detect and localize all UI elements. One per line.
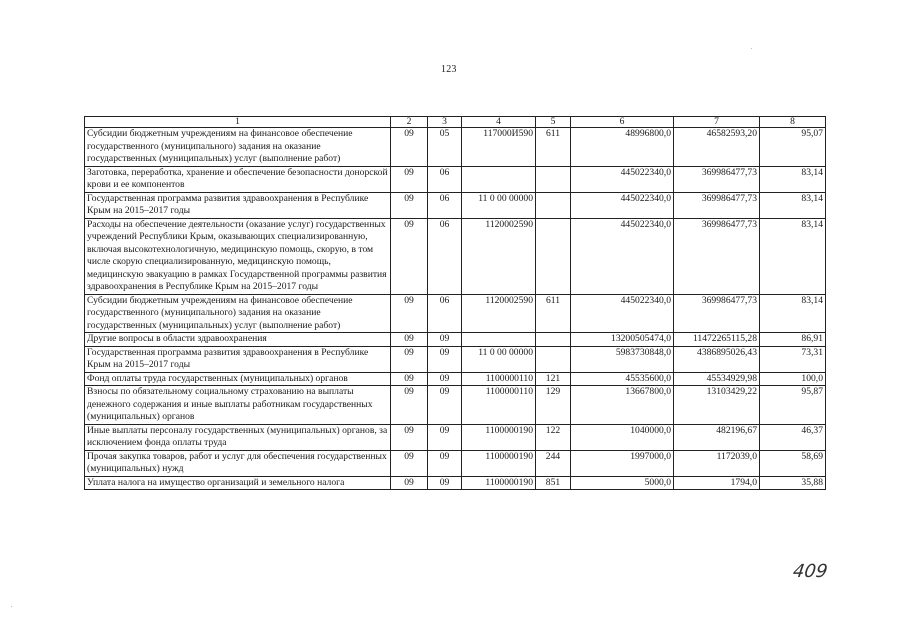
subsection-code: 09: [428, 386, 462, 425]
execution-percent: 100,0: [760, 372, 826, 386]
expense-type-code: 611: [536, 294, 571, 333]
expense-type-code: 122: [536, 424, 571, 450]
planned-amount: 445022340,0: [571, 166, 674, 192]
header-row: [85, 117, 826, 128]
execution-percent: 58,69: [760, 450, 826, 476]
planned-amount: 5983730848,0: [571, 346, 674, 372]
row-name: Иные выплаты персоналу государственных (муниципальных) органов, за исключением фонда оплаты труда: [85, 424, 391, 450]
execution-percent: 35,88: [760, 476, 826, 490]
planned-amount: 445022340,0: [571, 218, 674, 294]
subsection-code: 09: [428, 424, 462, 450]
row-name: Государственная программа развития здравоохранения в Республике Крым на 2015–2017 годы: [85, 192, 391, 218]
executed-amount: 11472265115,28: [674, 333, 760, 347]
row-name: Субсидии бюджетным учреждениям на финансовое обеспечение государственного (муниципального) задания на оказание государственных (муниципальных) услуг (выполнение работ): [85, 128, 391, 167]
section-code: 09: [391, 333, 428, 347]
row-name: Субсидии бюджетным учреждениям на финансовое обеспечение государственного (муниципального) задания на оказание государственных (муниципальных) услуг (выполнение работ): [85, 294, 391, 333]
section-code: 09: [391, 166, 428, 192]
planned-amount: 13667800,0: [571, 386, 674, 425]
expense-type-code: 129: [536, 386, 571, 425]
target-article-code: 1100000110: [462, 386, 536, 425]
planned-amount: 1997000,0: [571, 450, 674, 476]
header-cell-4: 4: [462, 117, 536, 128]
row-name: Другие вопросы в области здравоохранения: [85, 333, 391, 347]
expense-type-code: [536, 346, 571, 372]
section-code: 09: [391, 450, 428, 476]
executed-amount: 4386895026,43: [674, 346, 760, 372]
execution-percent: 95,07: [760, 128, 826, 167]
header-cell-1: 1: [85, 117, 391, 128]
expense-type-code: 851: [536, 476, 571, 490]
executed-amount: 369986477,73: [674, 192, 760, 218]
planned-amount: 1040000,0: [571, 424, 674, 450]
execution-percent: 73,31: [760, 346, 826, 372]
subsection-code: 09: [428, 450, 462, 476]
target-article-code: 1120002590: [462, 218, 536, 294]
section-code: 09: [391, 128, 428, 167]
subsection-code: 09: [428, 333, 462, 347]
header-cell-5: 5: [536, 117, 571, 128]
expense-type-code: [536, 218, 571, 294]
table-row: [85, 128, 826, 167]
target-article-code: 117000И590: [462, 128, 536, 167]
subsection-code: 09: [428, 476, 462, 490]
header-cell-8: 8: [760, 117, 826, 128]
expense-type-code: [536, 192, 571, 218]
row-name: Государственная программа развития здравоохранения в Республике Крым на 2015–2017 годы: [85, 346, 391, 372]
executed-amount: 369986477,73: [674, 218, 760, 294]
subsection-code: 09: [428, 372, 462, 386]
execution-percent: 83,14: [760, 294, 826, 333]
section-code: 09: [391, 346, 428, 372]
planned-amount: 5000,0: [571, 476, 674, 490]
table-row: [85, 294, 826, 333]
target-article-code: 11 0 00 00000: [462, 192, 536, 218]
target-article-code: 1100000110: [462, 372, 536, 386]
target-article-code: 1100000190: [462, 476, 536, 490]
planned-amount: 13200505474,0: [571, 333, 674, 347]
planned-amount: 45535600,0: [571, 372, 674, 386]
expense-type-code: [536, 166, 571, 192]
executed-amount: 369986477,73: [674, 294, 760, 333]
budget-table: [84, 116, 826, 490]
subsection-code: 05: [428, 128, 462, 167]
execution-percent: 86,91: [760, 333, 826, 347]
table-row: [85, 476, 826, 490]
header-cell-3: 3: [428, 117, 462, 128]
target-article-code: 1100000190: [462, 450, 536, 476]
target-article-code: [462, 166, 536, 192]
subsection-code: 06: [428, 192, 462, 218]
executed-amount: 45534929,98: [674, 372, 760, 386]
executed-amount: 369986477,73: [674, 166, 760, 192]
header-cell-6: 6: [571, 117, 674, 128]
expense-type-code: 121: [536, 372, 571, 386]
table-row: [85, 166, 826, 192]
execution-percent: 83,14: [760, 218, 826, 294]
section-code: 09: [391, 476, 428, 490]
row-name: Расходы на обеспечение деятельности (оказание услуг) государственных учреждений Республики Крым, оказывающих специализированную, включая высокотехнологичную, медицинскую помощь, скорую, в том числе скорую специализированную, медицинскую помощь, медицинскую эвакуацию в рамках Государственной программы развития здравоохранения в Республике Крым на 2015–2017 годы: [85, 218, 391, 294]
execution-percent: 46,37: [760, 424, 826, 450]
planned-amount: 445022340,0: [571, 192, 674, 218]
section-code: 09: [391, 424, 428, 450]
page-number: 123: [441, 64, 457, 75]
scan-speck: [751, 48, 752, 49]
row-name: Заготовка, переработка, хранение и обеспечение безопасности донорской крови и ее компонентов: [85, 166, 391, 192]
table-row: [85, 192, 826, 218]
row-name: Фонд оплаты труда государственных (муниципальных) органов: [85, 372, 391, 386]
row-name: Уплата налога на имущество организаций и земельного налога: [85, 476, 391, 490]
table-row: [85, 346, 826, 372]
subsection-code: 06: [428, 218, 462, 294]
header-cell-2: 2: [391, 117, 428, 128]
executed-amount: 482196,67: [674, 424, 760, 450]
section-code: 09: [391, 218, 428, 294]
table-row: [85, 386, 826, 425]
section-code: 09: [391, 386, 428, 425]
execution-percent: 83,14: [760, 192, 826, 218]
target-article-code: 1120002590: [462, 294, 536, 333]
subsection-code: 06: [428, 294, 462, 333]
section-code: 09: [391, 294, 428, 333]
table-row: [85, 218, 826, 294]
executed-amount: 13103429,22: [674, 386, 760, 425]
planned-amount: 48996800,0: [571, 128, 674, 167]
subsection-code: 09: [428, 346, 462, 372]
target-article-code: 11 0 00 00000: [462, 346, 536, 372]
target-article-code: 1100000190: [462, 424, 536, 450]
handwritten-page-number: 409: [791, 561, 829, 582]
section-code: 09: [391, 192, 428, 218]
planned-amount: 445022340,0: [571, 294, 674, 333]
table-row: [85, 424, 826, 450]
execution-percent: 83,14: [760, 166, 826, 192]
table-row: [85, 372, 826, 386]
executed-amount: 46582593,20: [674, 128, 760, 167]
execution-percent: 95,87: [760, 386, 826, 425]
executed-amount: 1172039,0: [674, 450, 760, 476]
target-article-code: [462, 333, 536, 347]
subsection-code: 06: [428, 166, 462, 192]
expense-type-code: 244: [536, 450, 571, 476]
section-code: 09: [391, 372, 428, 386]
scan-speck: [11, 606, 12, 607]
row-name: Прочая закупка товаров, работ и услуг для обеспечения государственных (муниципальных) нужд: [85, 450, 391, 476]
row-name: Взносы по обязательному социальному страхованию на выплаты денежного содержания и иные выплаты работникам государственных (муниципальных) органов: [85, 386, 391, 425]
expense-type-code: [536, 333, 571, 347]
header-cell-7: 7: [674, 117, 760, 128]
table-row: [85, 333, 826, 347]
table-row: [85, 450, 826, 476]
executed-amount: 1794,0: [674, 476, 760, 490]
expense-type-code: 611: [536, 128, 571, 167]
